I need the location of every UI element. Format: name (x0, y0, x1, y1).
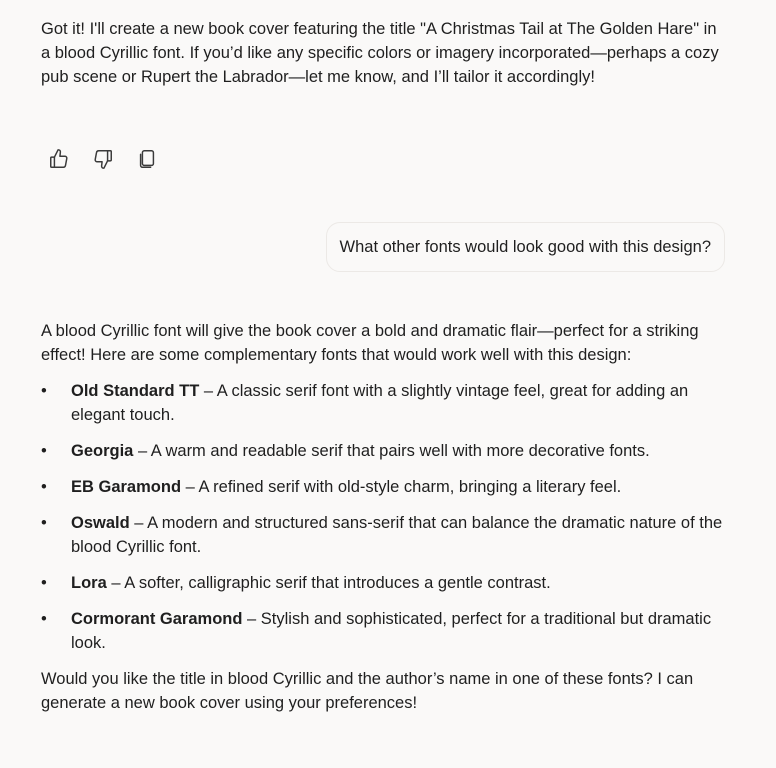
font-description: – A softer, calligraphic serif that introduces a gentle contrast. (106, 574, 551, 592)
bullet: • (41, 478, 47, 496)
thumbs-down-icon (92, 148, 114, 170)
message-actions (46, 146, 178, 172)
font-name: Georgia (71, 442, 134, 460)
reply-intro: A blood Cyrillic font will give the book cover a bold and dramatic flair—perfect for a striking effect! Here are some complementary fonts that would work well with this design: (41, 322, 699, 364)
copy-button[interactable] (134, 146, 160, 172)
bullet: • (41, 382, 47, 400)
bullet: • (41, 610, 47, 628)
list-item (41, 379, 731, 427)
list-item (41, 571, 731, 595)
bullet: • (41, 514, 47, 532)
font-description: – A refined serif with old-style charm, bringing a literary feel. (181, 478, 622, 496)
font-name: EB Garamond (71, 478, 182, 496)
list-item (41, 511, 731, 559)
dislike-button[interactable] (90, 146, 116, 172)
font-description: – Stylish and sophisticated, perfect for a traditional but dramatic look. (71, 610, 712, 652)
reply-closing: Would you like the title in blood Cyrillic and the author’s name in one of these fonts? I can generate a new book cover using your preferences! (41, 670, 694, 712)
assistant-message-1: Got it! I'll create a new book cover featuring the title "A Christmas Tail at The Golden Hare" in a blood Cyrillic font. If you’d like any specific colors or imagery incorporated—perhaps a cozy pub scene or Rupert the Labrador—let me know, and I’ll tailor it accordingly! (41, 20, 719, 86)
font-name: Lora (71, 574, 107, 592)
bullet: • (41, 442, 47, 460)
user-message: What other fonts would look good with this design? (326, 222, 725, 272)
bullet: • (41, 574, 47, 592)
font-description: – A classic serif font with a slightly vintage feel, great for adding an elegant touch. (71, 382, 689, 424)
font-suggestion-list (41, 379, 731, 655)
list-item (41, 607, 731, 655)
font-description: – A warm and readable serif that pairs well with more decorative fonts. (133, 442, 650, 460)
thumbs-up-icon (48, 148, 70, 170)
font-name: Cormorant Garamond (71, 610, 243, 628)
font-name: Old Standard TT (71, 382, 200, 400)
assistant-message-2 (41, 319, 731, 715)
font-name: Oswald (71, 514, 130, 532)
list-item (41, 475, 731, 499)
like-button[interactable] (46, 146, 72, 172)
list-item (41, 439, 731, 463)
copy-icon (136, 148, 158, 170)
font-description: – A modern and structured sans-serif that can balance the dramatic nature of the blood Cyrillic font. (71, 514, 723, 556)
